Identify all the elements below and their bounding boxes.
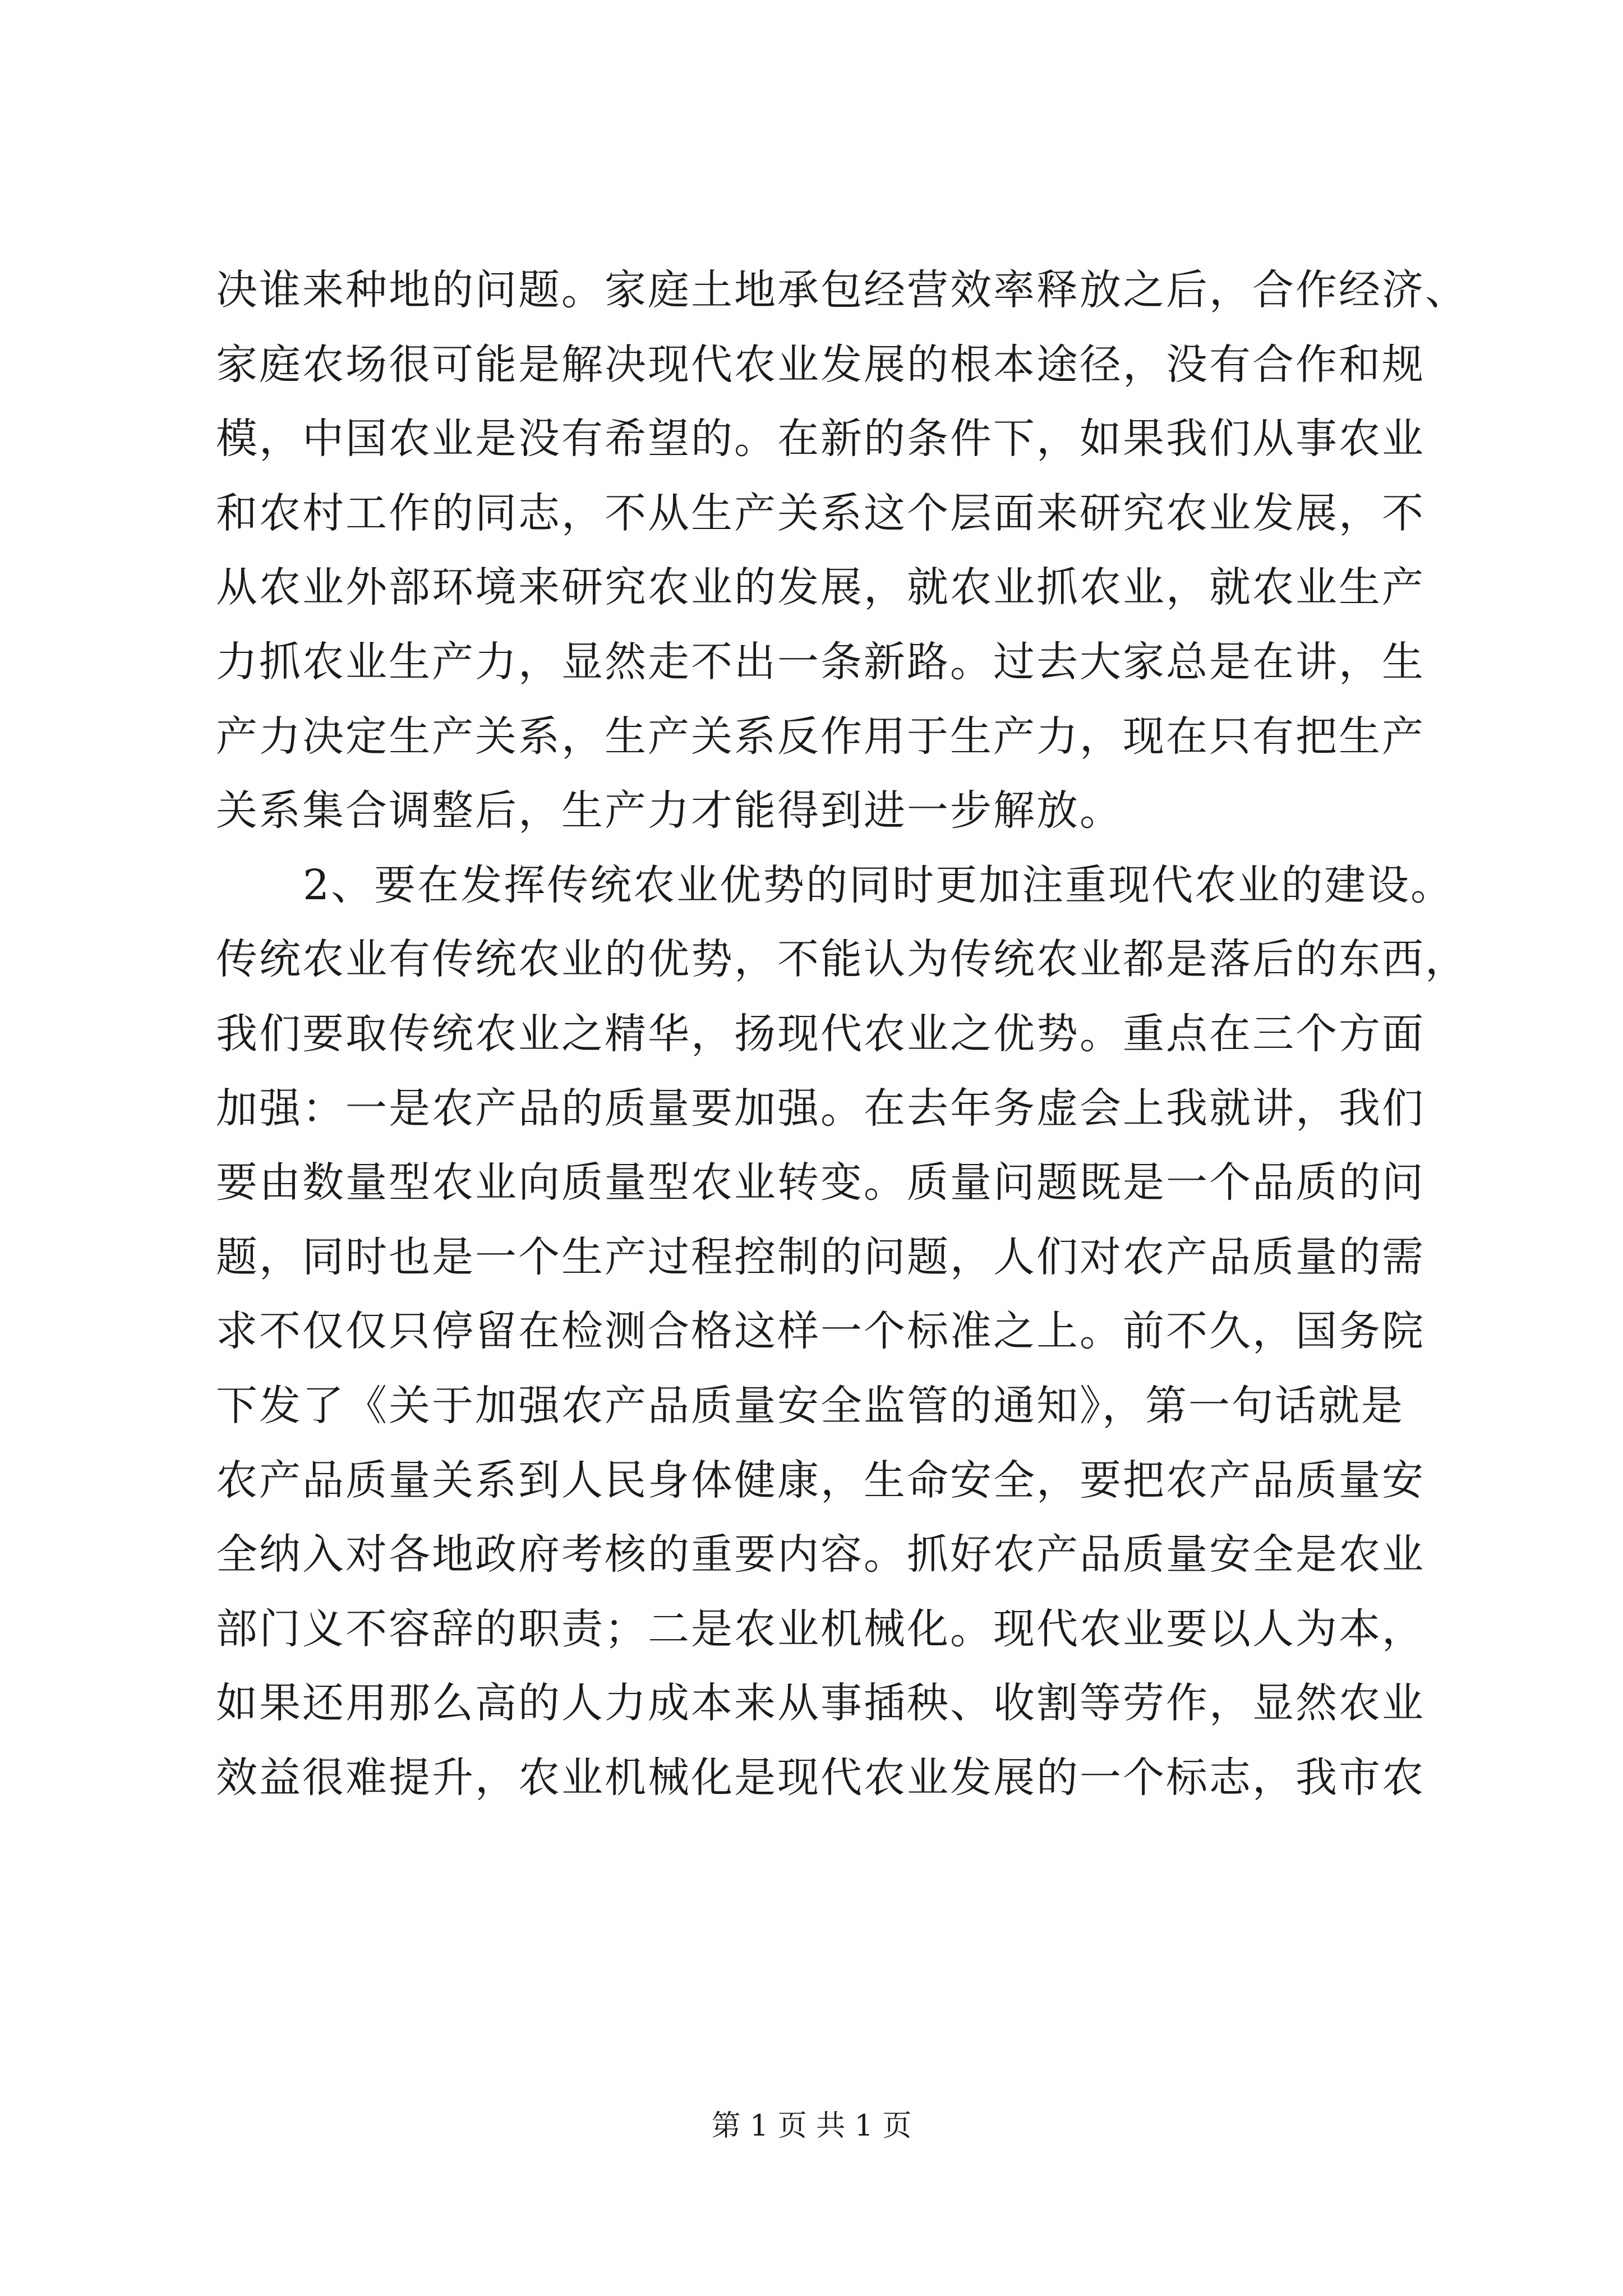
text-line: 加强：一是农产品的质量要加强。在去年务虚会上我就讲，我们 [216,1084,1425,1133]
body-text [216,253,1468,1815]
text-line: 效益很难提升，农业机械化是现代农业发展的一个标志，我市农 [216,1753,1425,1802]
text-line: 题，同时也是一个生产过程控制的问题，人们对农产品质量的需 [216,1232,1425,1281]
text-line: 求不仅仅只停留在检测合格这样一个标准之上。前不久，国务院 [216,1307,1425,1356]
text-line: 我们要取传统农业之精华，扬现代农业之优势。重点在三个方面 [216,1009,1425,1058]
text-line: 如果还用那么高的人力成本来从事插秧、收割等劳作，显然农业 [216,1679,1425,1728]
text-line: 模，中国农业是没有希望的。在新的条件下，如果我们从事农业 [216,415,1425,463]
text-line: 和农村工作的同志，不从生产关系这个层面来研究农业发展，不 [216,489,1425,537]
text-line: 农产品质量关系到人民身体健康，生命安全，要把农产品质量安 [216,1456,1425,1504]
text-line: 部门义不容辞的职责；二是农业机械化。现代农业要以人为本， [216,1604,1425,1653]
text-line: 全纳入对各地政府考核的重要内容。抓好农产品质量安全是农业 [216,1530,1425,1579]
text-line: 要由数量型农业向质量型农业转变。质量问题既是一个品质的问 [216,1158,1425,1207]
text-line: 关系集合调整后，生产力才能得到进一步解放。 [216,786,1123,835]
text-line: 下发了《关于加强农产品质量安全监管的通知》，第一句话就是 [216,1381,1404,1430]
text-line: 传统农业有传统农业的优势，不能认为传统农业都是落后的东西， [216,935,1468,984]
text-line: 决谁来种地的问题。家庭土地承包经营效率释放之后，合作经济、 [216,266,1468,314]
page-footer: 第 1 页 共 1 页 [711,2109,912,2143]
section-heading-line: 2、要在发挥传统农业优势的同时更加注重现代农业的建设。 [303,861,1454,909]
text-line: 家庭农场很可能是解决现代农业发展的根本途径，没有合作和规 [216,340,1425,389]
text-line: 产力决定生产关系，生产关系反作用于生产力，现在只有把生产 [216,712,1425,761]
text-line: 力抓农业生产力，显然走不出一条新路。过去大家总是在讲，生 [216,637,1425,686]
text-line: 从农业外部环境来研究农业的发展，就农业抓农业，就农业生产 [216,563,1425,612]
